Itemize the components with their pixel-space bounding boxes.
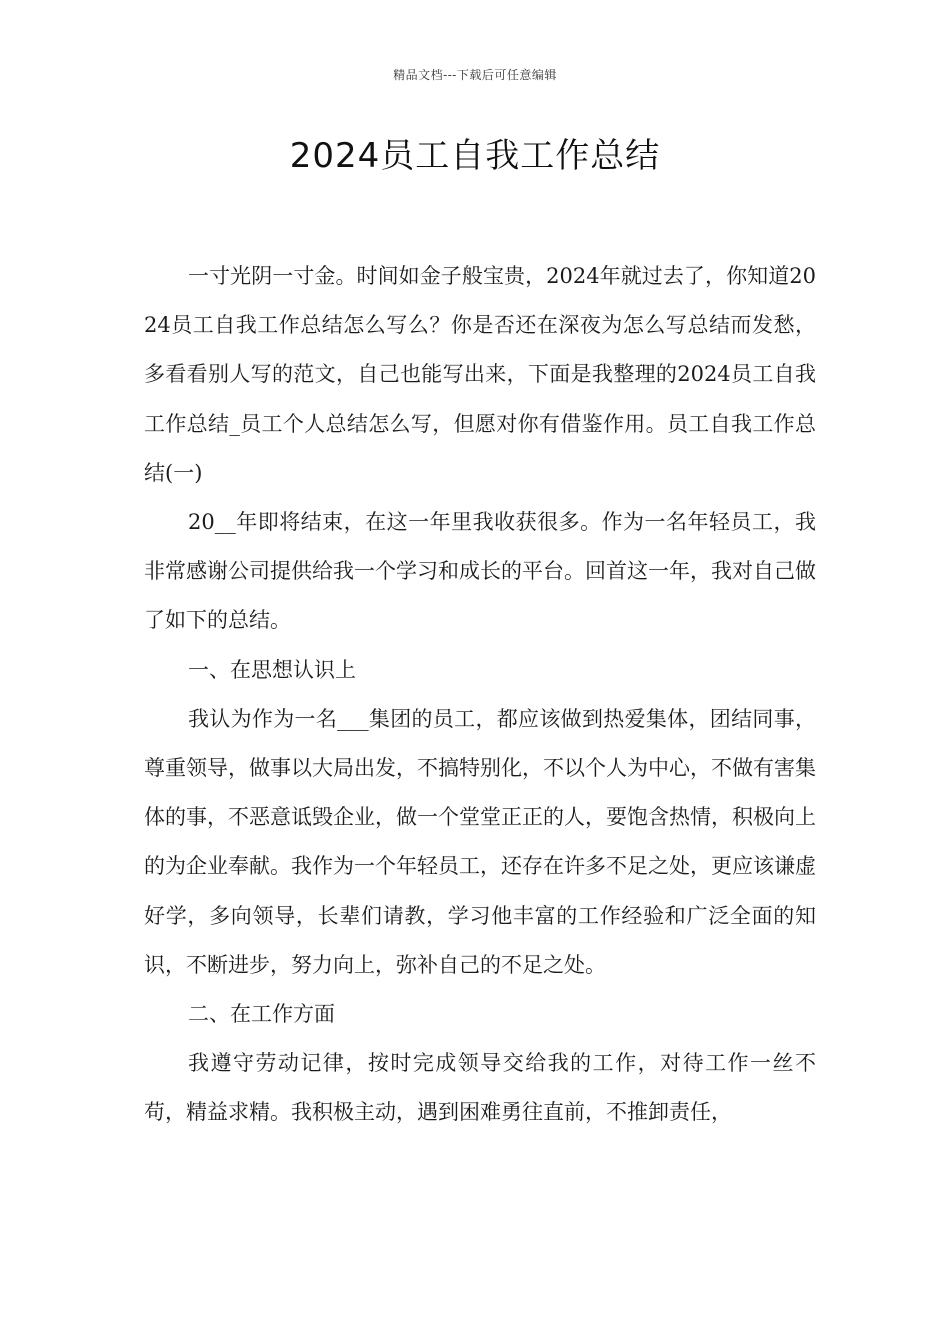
intro-paragraph: 一寸光阴一寸金。时间如金子般宝贵，2024年就过去了，你知道2024员工自我工作总结怎么写么？你是否还在深夜为怎么写总结而发愁，多看看别人写的范文，自己也能写出来，下面是我整理的2024员工自我工作总结_员工个人总结怎么写，但愿对你有借鉴作用。员工自我工作总结(一): [144, 264, 816, 485]
body-paragraph: 我遵守劳动记律，按时完成领导交给我的工作，对待工作一丝不苟，精益求精。我积极主动，遇到困难勇往直前，不推卸责任，: [144, 1051, 816, 1125]
document-body: [144, 252, 816, 1138]
body-paragraph: 我认为作为一名___集团的员工，都应该做到热爱集体，团结同事，尊重领导，做事以大局出发，不搞特别化，不以个人为中心，不做有害集体的事，不恶意诋毁企业，做一个堂堂正正的人，要饱含热情，积极向上的为企业奉献。我作为一个年轻员工，还存在许多不足之处，更应该谦虚好学，多向领导，长辈们请教，学习他丰富的工作经验和广泛全面的知识，不断进步，努力向上，弥补自己的不足之处。: [144, 706, 816, 977]
page-header-note: 精品文档---下载后可任意编辑: [393, 68, 557, 82]
section-heading: 二、在工作方面: [188, 1002, 335, 1027]
section-heading: 一、在思想认识上: [188, 657, 356, 682]
body-paragraph: 20__年即将结束，在这一年里我收获很多。作为一名年轻员工，我非常感谢公司提供给我一个学习和成长的平台。回首这一年，我对自己做了如下的总结。: [144, 510, 816, 633]
document-title: 2024员工自我工作总结: [289, 136, 661, 176]
